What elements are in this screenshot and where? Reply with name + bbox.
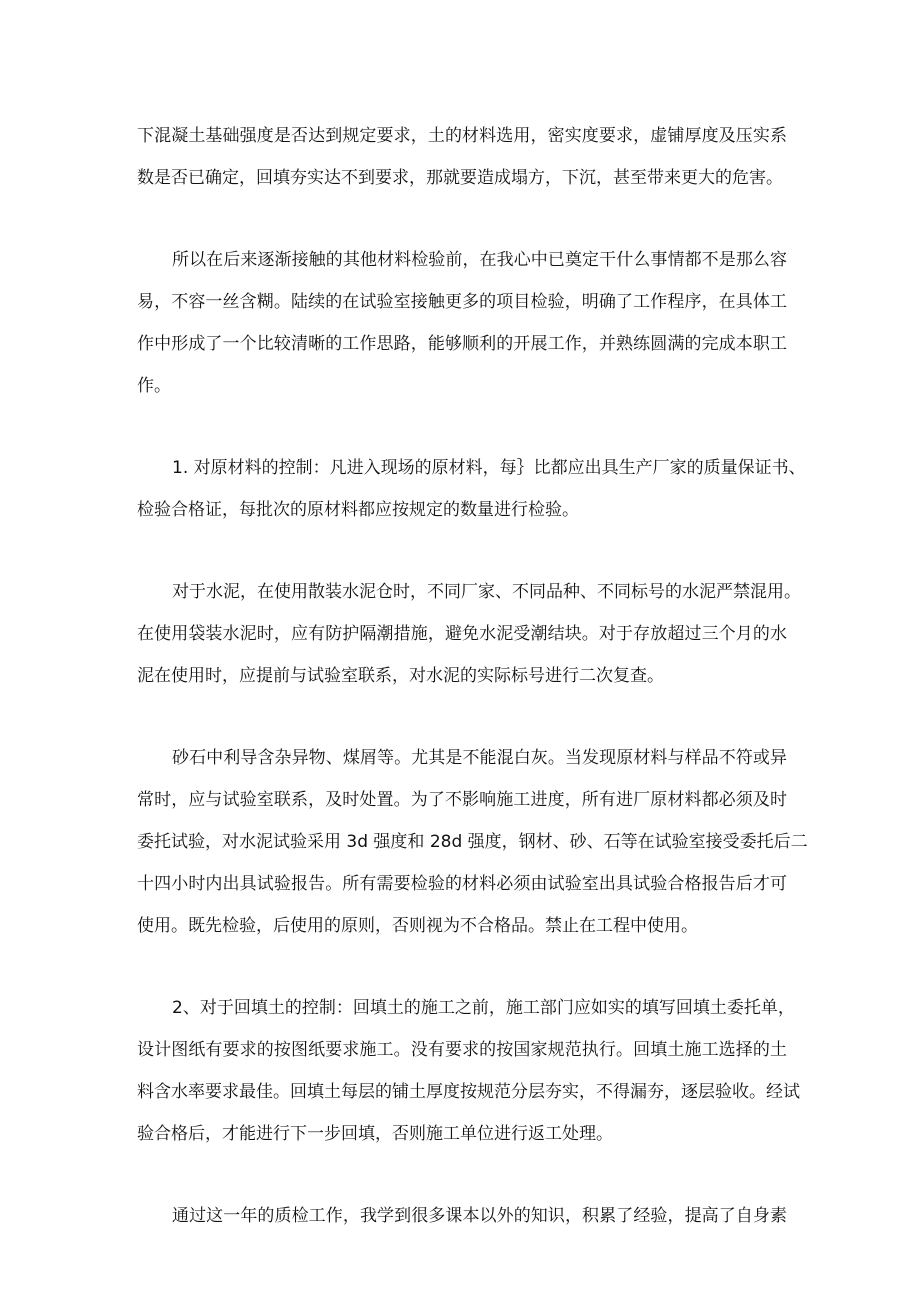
text-line: 下混凝土基础强度是否达到规定要求，土的材料选用，密实度要求，虚铺厚度及压实系 xyxy=(137,126,787,146)
text-line: 1. 对原材料的控制：凡进入现场的原材料，每｝比都应出具生产厂家的质量保证书、 xyxy=(172,458,806,478)
text-line: 2、对于回填土的控制：回填土的施工之前，施工部门应如实的填写回填土委托单， xyxy=(172,998,795,1018)
text-line: 所以在后来逐渐接触的其他材料检验前，在我心中已奠定干什么事情都不是那么容 xyxy=(172,250,787,270)
paragraph-6 xyxy=(137,987,800,1155)
text-line: 料含水率要求最佳。回填土每层的铺土厚度按规范分层夯实，不得漏夯，逐层验收。经试 xyxy=(137,1082,800,1102)
text-line: 数是否已确定，回填夯实达不到要求，那就要造成塌方，下沉，甚至带来更大的危害。 xyxy=(137,168,783,188)
document-body xyxy=(137,115,808,1237)
text-line: 设计图纸有要求的按图纸要求施工。没有要求的按国家规范执行。回填土施工选择的土 xyxy=(137,1040,787,1060)
text-line: 作中形成了一个比较清晰的工作思路，能够顺利的开展工作，并熟练圆满的完成本职工 xyxy=(137,334,787,354)
paragraph-2 xyxy=(137,239,787,407)
text-line: 验合格后，才能进行下一步回填，否则施工单位进行返工处理。 xyxy=(137,1124,613,1144)
text-line: 易，不容一丝含糊。陆续的在试验室接触更多的项目检验，明确了工作程序，在具体工 xyxy=(137,292,787,312)
text-line: 常时，应与试验室联系，及时处置。为了不影响施工进度，所有进厂原材料都必须及时 xyxy=(137,790,787,810)
paragraph-7 xyxy=(137,1195,787,1237)
text-line: 对于水泥，在使用散装水泥仓时，不同厂家、不同品种、不同标号的水泥严禁混用。 xyxy=(172,582,801,602)
text-line: 使用。既先检验，后使用的原则，否则视为不合格品。禁止在工程中使用。 xyxy=(137,916,698,936)
text-line: 作。 xyxy=(137,376,171,396)
text-line: 砂石中利导含杂异物、煤屑等。尤其是不能混白灰。当发现原材料与样品不符或异 xyxy=(172,748,787,768)
text-line: 通过这一年的质检工作，我学到很多课本以外的知识，积累了经验，提高了自身素 xyxy=(172,1206,787,1226)
paragraph-4 xyxy=(137,571,801,697)
paragraph-3 xyxy=(137,447,806,531)
text-line: 泥在使用时，应提前与试验室联系，对水泥的实际标号进行二次复查。 xyxy=(137,666,664,686)
text-line: 在使用袋装水泥时，应有防护隔潮措施，避免水泥受潮结块。对于存放超过三个月的水 xyxy=(137,624,787,644)
paragraph-1 xyxy=(137,115,787,199)
paragraph-5 xyxy=(137,737,808,947)
text-line: 检验合格证，每批次的原材料都应按规定的数量进行检验。 xyxy=(137,500,579,520)
text-line: 十四小时内出具试验报告。所有需要检验的材料必须由试验室出具试验合格报告后才可 xyxy=(137,874,787,894)
text-line: 委托试验，对水泥试验采用 3d 强度和 28d 强度，钢材、砂、石等在试验室接受委托后二 xyxy=(137,832,808,852)
